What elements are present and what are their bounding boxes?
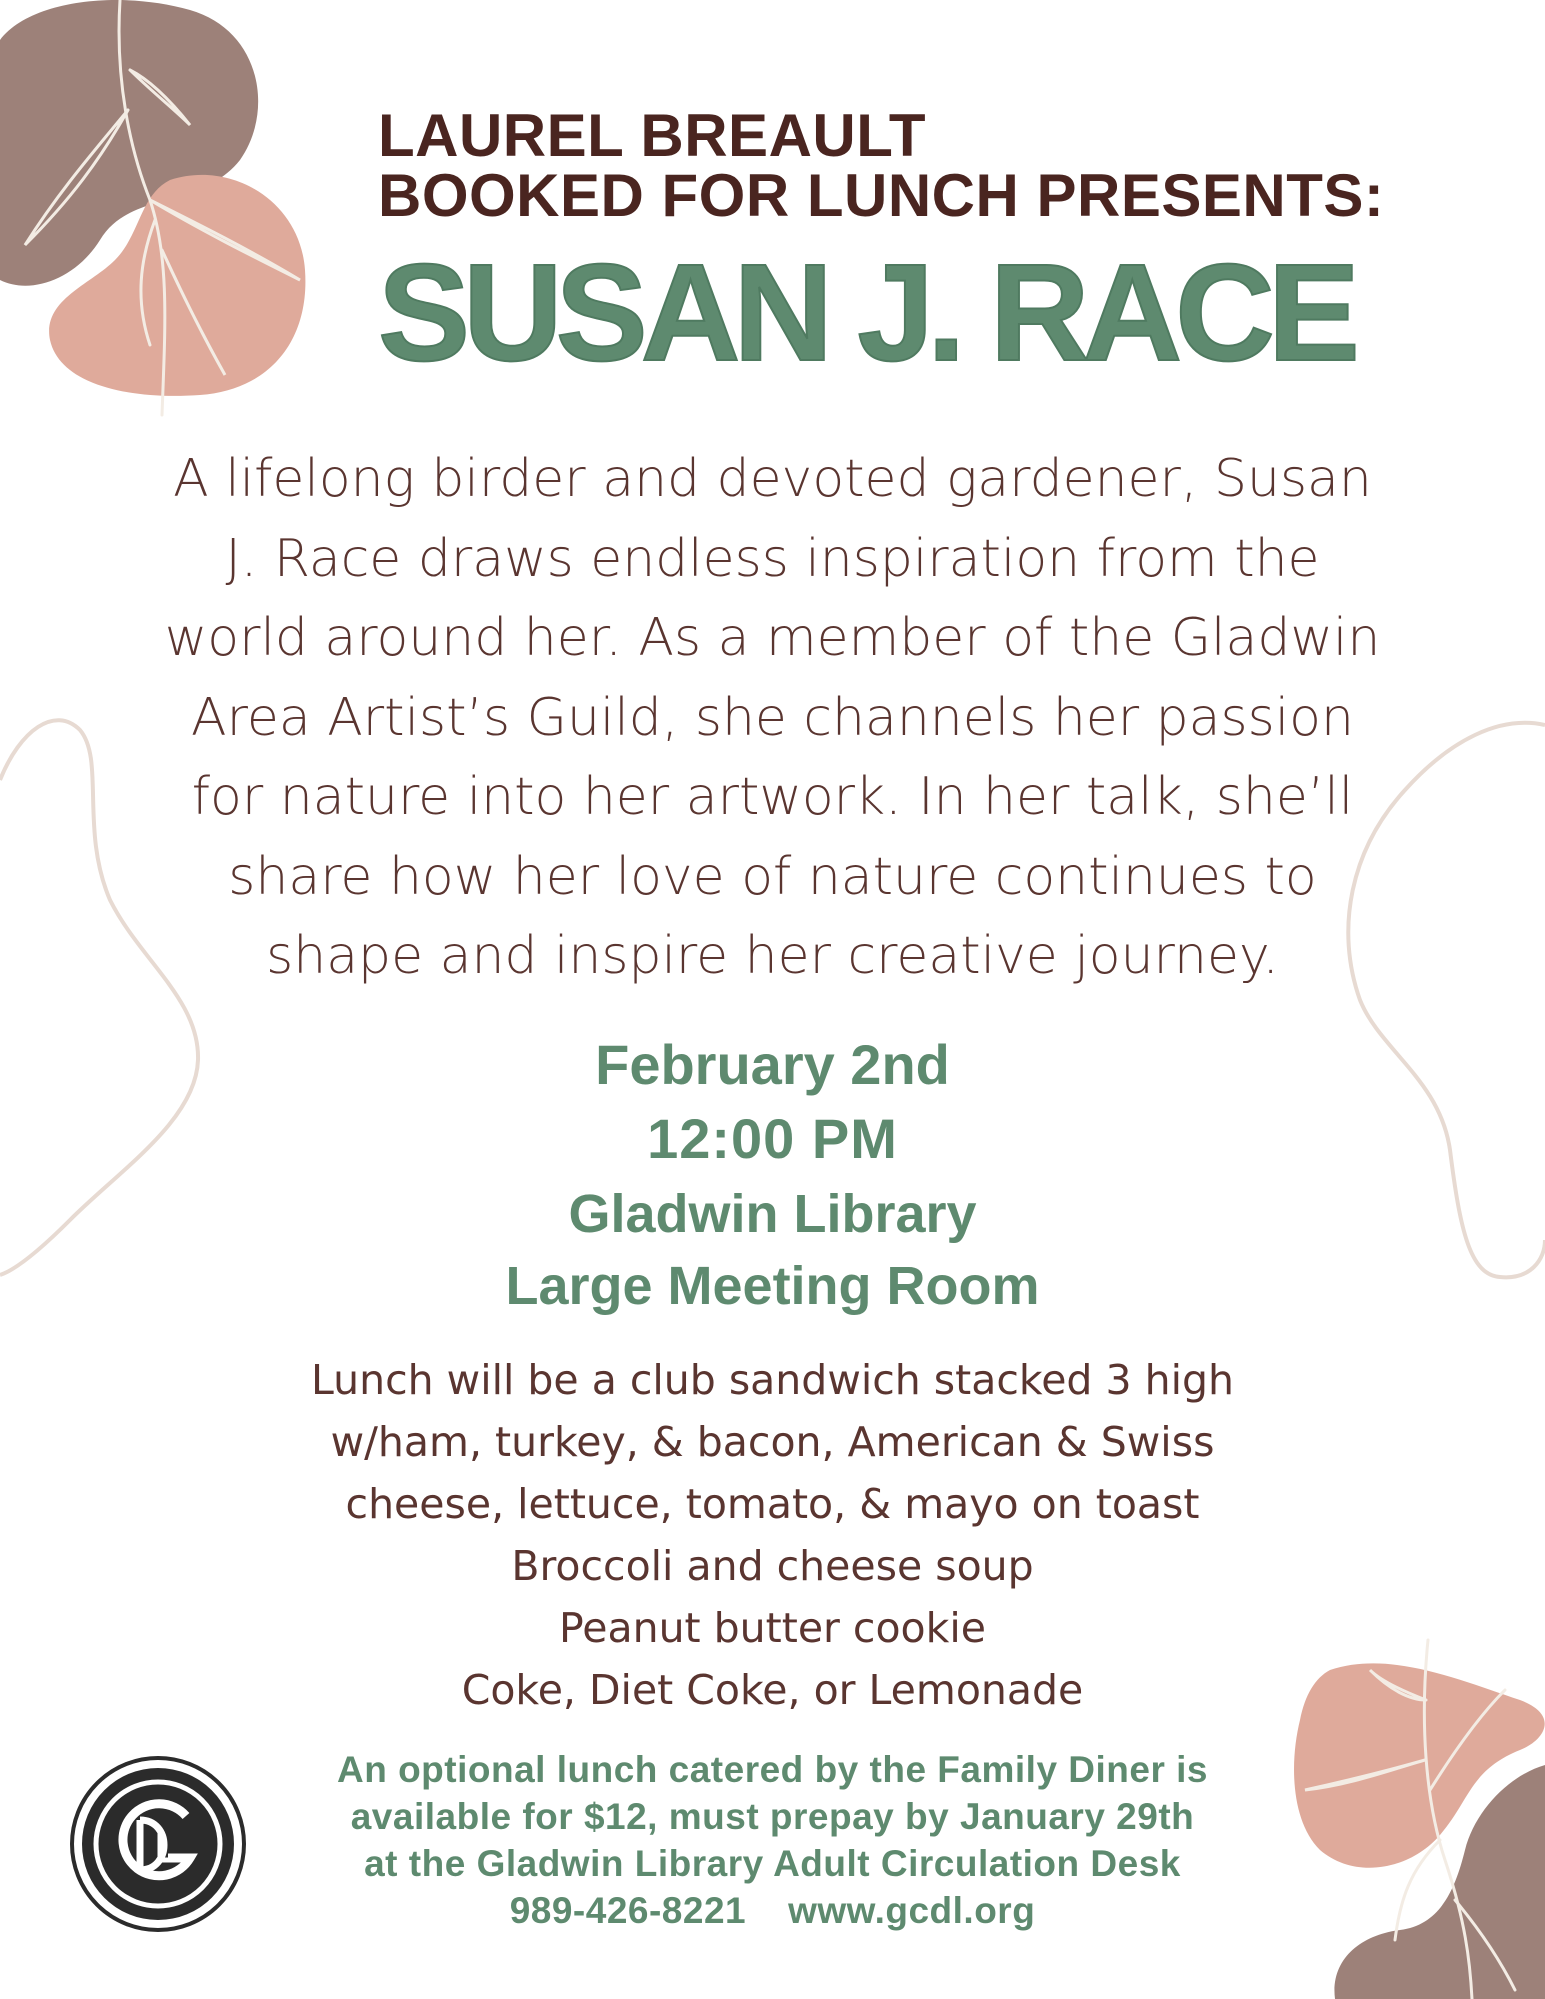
- bio-line: world around her. As a member of the Gladwin: [164, 608, 1381, 668]
- menu-line: Broccoli and cheese soup: [511, 1542, 1034, 1590]
- lunch-info: [265, 1746, 1280, 1934]
- gladwin-library-logo-icon: [68, 1754, 248, 1934]
- heading-line-2: BOOKED FOR LUNCH PRESENTS:: [378, 162, 1385, 229]
- bio-line: Area Artist’s Guild, she channels her passion: [191, 687, 1354, 748]
- event-venue: Gladwin Library: [568, 1184, 977, 1244]
- speaker-name: SUSAN J. RACE: [378, 236, 1353, 390]
- menu-line: Peanut butter cookie: [558, 1604, 987, 1652]
- bio-line: shape and inspire her creative journey.: [266, 926, 1279, 986]
- menu-line: Coke, Diet Coke, or Lemonade: [461, 1666, 1084, 1714]
- bio-line: A lifelong birder and devoted gardener, Susan: [173, 449, 1372, 509]
- event-room: Large Meeting Room: [505, 1256, 1040, 1316]
- event-time: 12:00 PM: [647, 1107, 898, 1170]
- menu-line: cheese, lettuce, tomato, & mayo on toast: [345, 1480, 1200, 1528]
- bio-line: share how her love of nature continues to: [228, 846, 1317, 907]
- heading-line-1: LAUREL BREAULT: [378, 102, 927, 169]
- info-line: available for $12, must prepay by January 29th: [350, 1796, 1195, 1837]
- presenter-heading: [378, 102, 1385, 229]
- phone-number: 989-426-8221: [509, 1890, 747, 1931]
- bio-line: J. Race draws endless inspiration from the: [225, 528, 1320, 589]
- event-details: [0, 1030, 1545, 1322]
- lunch-menu: [0, 1349, 1545, 1721]
- event-date: February 2nd: [595, 1033, 950, 1096]
- info-line: An optional lunch catered by the Family Diner is: [336, 1749, 1209, 1790]
- info-line: at the Gladwin Library Adult Circulation Desk: [364, 1843, 1181, 1884]
- bio-line: for nature into her artwork. In her talk, she’ll: [191, 767, 1354, 827]
- menu-line: w/ham, turkey, & bacon, American & Swiss: [330, 1418, 1215, 1466]
- contact-line: [265, 1887, 1280, 1934]
- speaker-bio: [120, 440, 1425, 997]
- menu-line: Lunch will be a club sandwich stacked 3 high: [311, 1356, 1234, 1404]
- website-link[interactable]: www.gcdl.org: [788, 1890, 1036, 1931]
